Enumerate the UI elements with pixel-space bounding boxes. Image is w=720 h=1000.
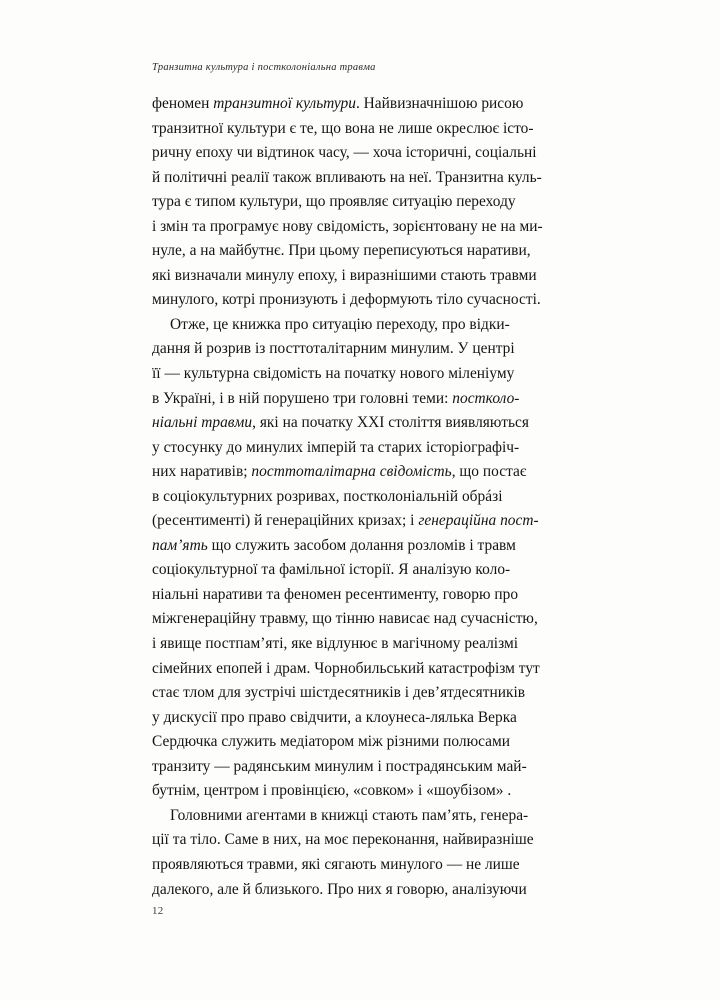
paragraph [152, 313, 580, 804]
text-run: міжгенераційну травму, що тінню нависає над сучасністю, [152, 610, 538, 628]
text-line [152, 657, 580, 682]
text-run: й політичні реалії також впливають на неї. Транзитна куль- [152, 168, 542, 186]
text-run: в соціокультурних розривах, постколоніальній обрáзі [152, 487, 503, 505]
text-run: , які на початку XXI століття виявляються [252, 414, 529, 432]
text-run: них наративів; [152, 463, 252, 481]
emphasis-run: ніальні травми [152, 414, 253, 432]
text-run: ніальні наративи та феномен ресентименту, говорю про [152, 585, 519, 603]
text-run: Отже, це книжка про ситуацію переходу, про відки- [170, 315, 510, 333]
page-number: 12 [152, 905, 164, 917]
emphasis-run: генераційна пост- [418, 512, 539, 530]
text-run: . Найвизначнішою рисою [355, 95, 524, 112]
text-run: тура є типом культури, що проявляє ситуацію переходу [152, 193, 516, 211]
text-line [152, 288, 580, 313]
text-line [152, 337, 580, 362]
text-line [152, 411, 580, 436]
text-run: Головними агентами в книжці стають пам’ять, генера- [170, 806, 529, 824]
text-run: соціокультурної та фамільної історії. Я аналізую коло- [152, 561, 511, 579]
text-run: транзиту — радянським минулим і пострадянським май- [152, 757, 527, 775]
text-line [152, 362, 580, 387]
text-line [152, 264, 580, 289]
text-line [152, 681, 580, 706]
text-line [152, 755, 580, 780]
text-line [152, 460, 580, 485]
text-line [152, 509, 580, 534]
emphasis-run: пам’ять [152, 536, 208, 554]
text-run: транзитної культури є те, що вона не лише окреслює істо- [152, 119, 534, 137]
text-line [152, 706, 580, 731]
text-line [152, 117, 580, 142]
paragraph [152, 804, 580, 902]
text-line [152, 779, 580, 804]
text-run: Сердючка служить медіатором між різними полюсами [152, 733, 510, 751]
text-line [152, 92, 580, 117]
text-run: і явище постпам’яті, яке відлунює в магічному реалізмі [152, 635, 519, 653]
text-line [152, 583, 580, 608]
text-run: її — культурна свідомість на початку нового міленіуму [152, 365, 515, 383]
text-run: проявляються травми, які сягають минулого — не лише [152, 855, 520, 873]
emphasis-run: постколо- [452, 389, 520, 407]
text-run: що служить засобом долання розломів і травм [207, 536, 516, 554]
paragraph [152, 92, 580, 313]
text-line [152, 166, 580, 191]
text-run: дання й розрив із посттоталітарним минулим. У центрі [152, 340, 515, 358]
text-run: в Україні, і в ній порушено три головні теми: [152, 389, 453, 407]
text-line [152, 239, 580, 264]
text-line [152, 730, 580, 755]
text-run: бутнім, центром і провінцією, «совком» і «шоубізом» . [152, 782, 512, 800]
text-run: феномен [152, 95, 214, 112]
text-line [152, 804, 580, 829]
running-head: Транзитна культура і постколоніальна травма [152, 62, 376, 73]
text-line [152, 853, 580, 878]
text-line [152, 485, 580, 510]
text-run: нуле, а на майбутнє. При цьому переписуються наративи, [152, 242, 531, 260]
text-line [152, 558, 580, 583]
text-run: і змін та програмує нову свідомість, зорієнтовану не на ми- [152, 217, 543, 235]
text-run: у дискусії про право свідчити, а клоунеса-лялька Верка [152, 708, 517, 726]
text-run: , що постає [451, 463, 527, 481]
text-run: минулого, котрі пронизують і деформують тіло сучасності. [152, 291, 541, 309]
text-line [152, 436, 580, 461]
text-line [152, 190, 580, 215]
body-text-column [152, 92, 580, 902]
text-run: у стосунку до минулих імперій та старих історіографіч- [152, 438, 520, 456]
text-line [152, 387, 580, 412]
text-line [152, 878, 580, 903]
text-run: які визначали минулу епоху, і виразнішими стають травми [152, 266, 537, 284]
emphasis-run: посттоталітарна свідомість [251, 463, 452, 481]
emphasis-run: транзитної культури [213, 95, 356, 112]
text-line [152, 632, 580, 657]
text-run: далекого, але й близького. Про них я говорю, аналізуючи [152, 880, 527, 898]
text-line [152, 141, 580, 166]
text-line [152, 828, 580, 853]
text-run: сімейних епопей і драм. Чорнобильський катастрофізм тут [152, 659, 540, 677]
text-run: (ресентименті) й генераційних кризах; і [152, 512, 419, 530]
text-line [152, 534, 580, 559]
text-run: ричну епоху чи відтинок часу, — хоча історичні, соціальні [152, 144, 537, 162]
text-line [152, 313, 580, 338]
text-run: стає тлом для зустрічі шістдесятників і дев’ятдесятників [152, 684, 526, 702]
text-line [152, 607, 580, 632]
text-run: ції та тіло. Саме в них, на моє переконання, найвиразніше [152, 831, 534, 849]
text-line [152, 215, 580, 240]
